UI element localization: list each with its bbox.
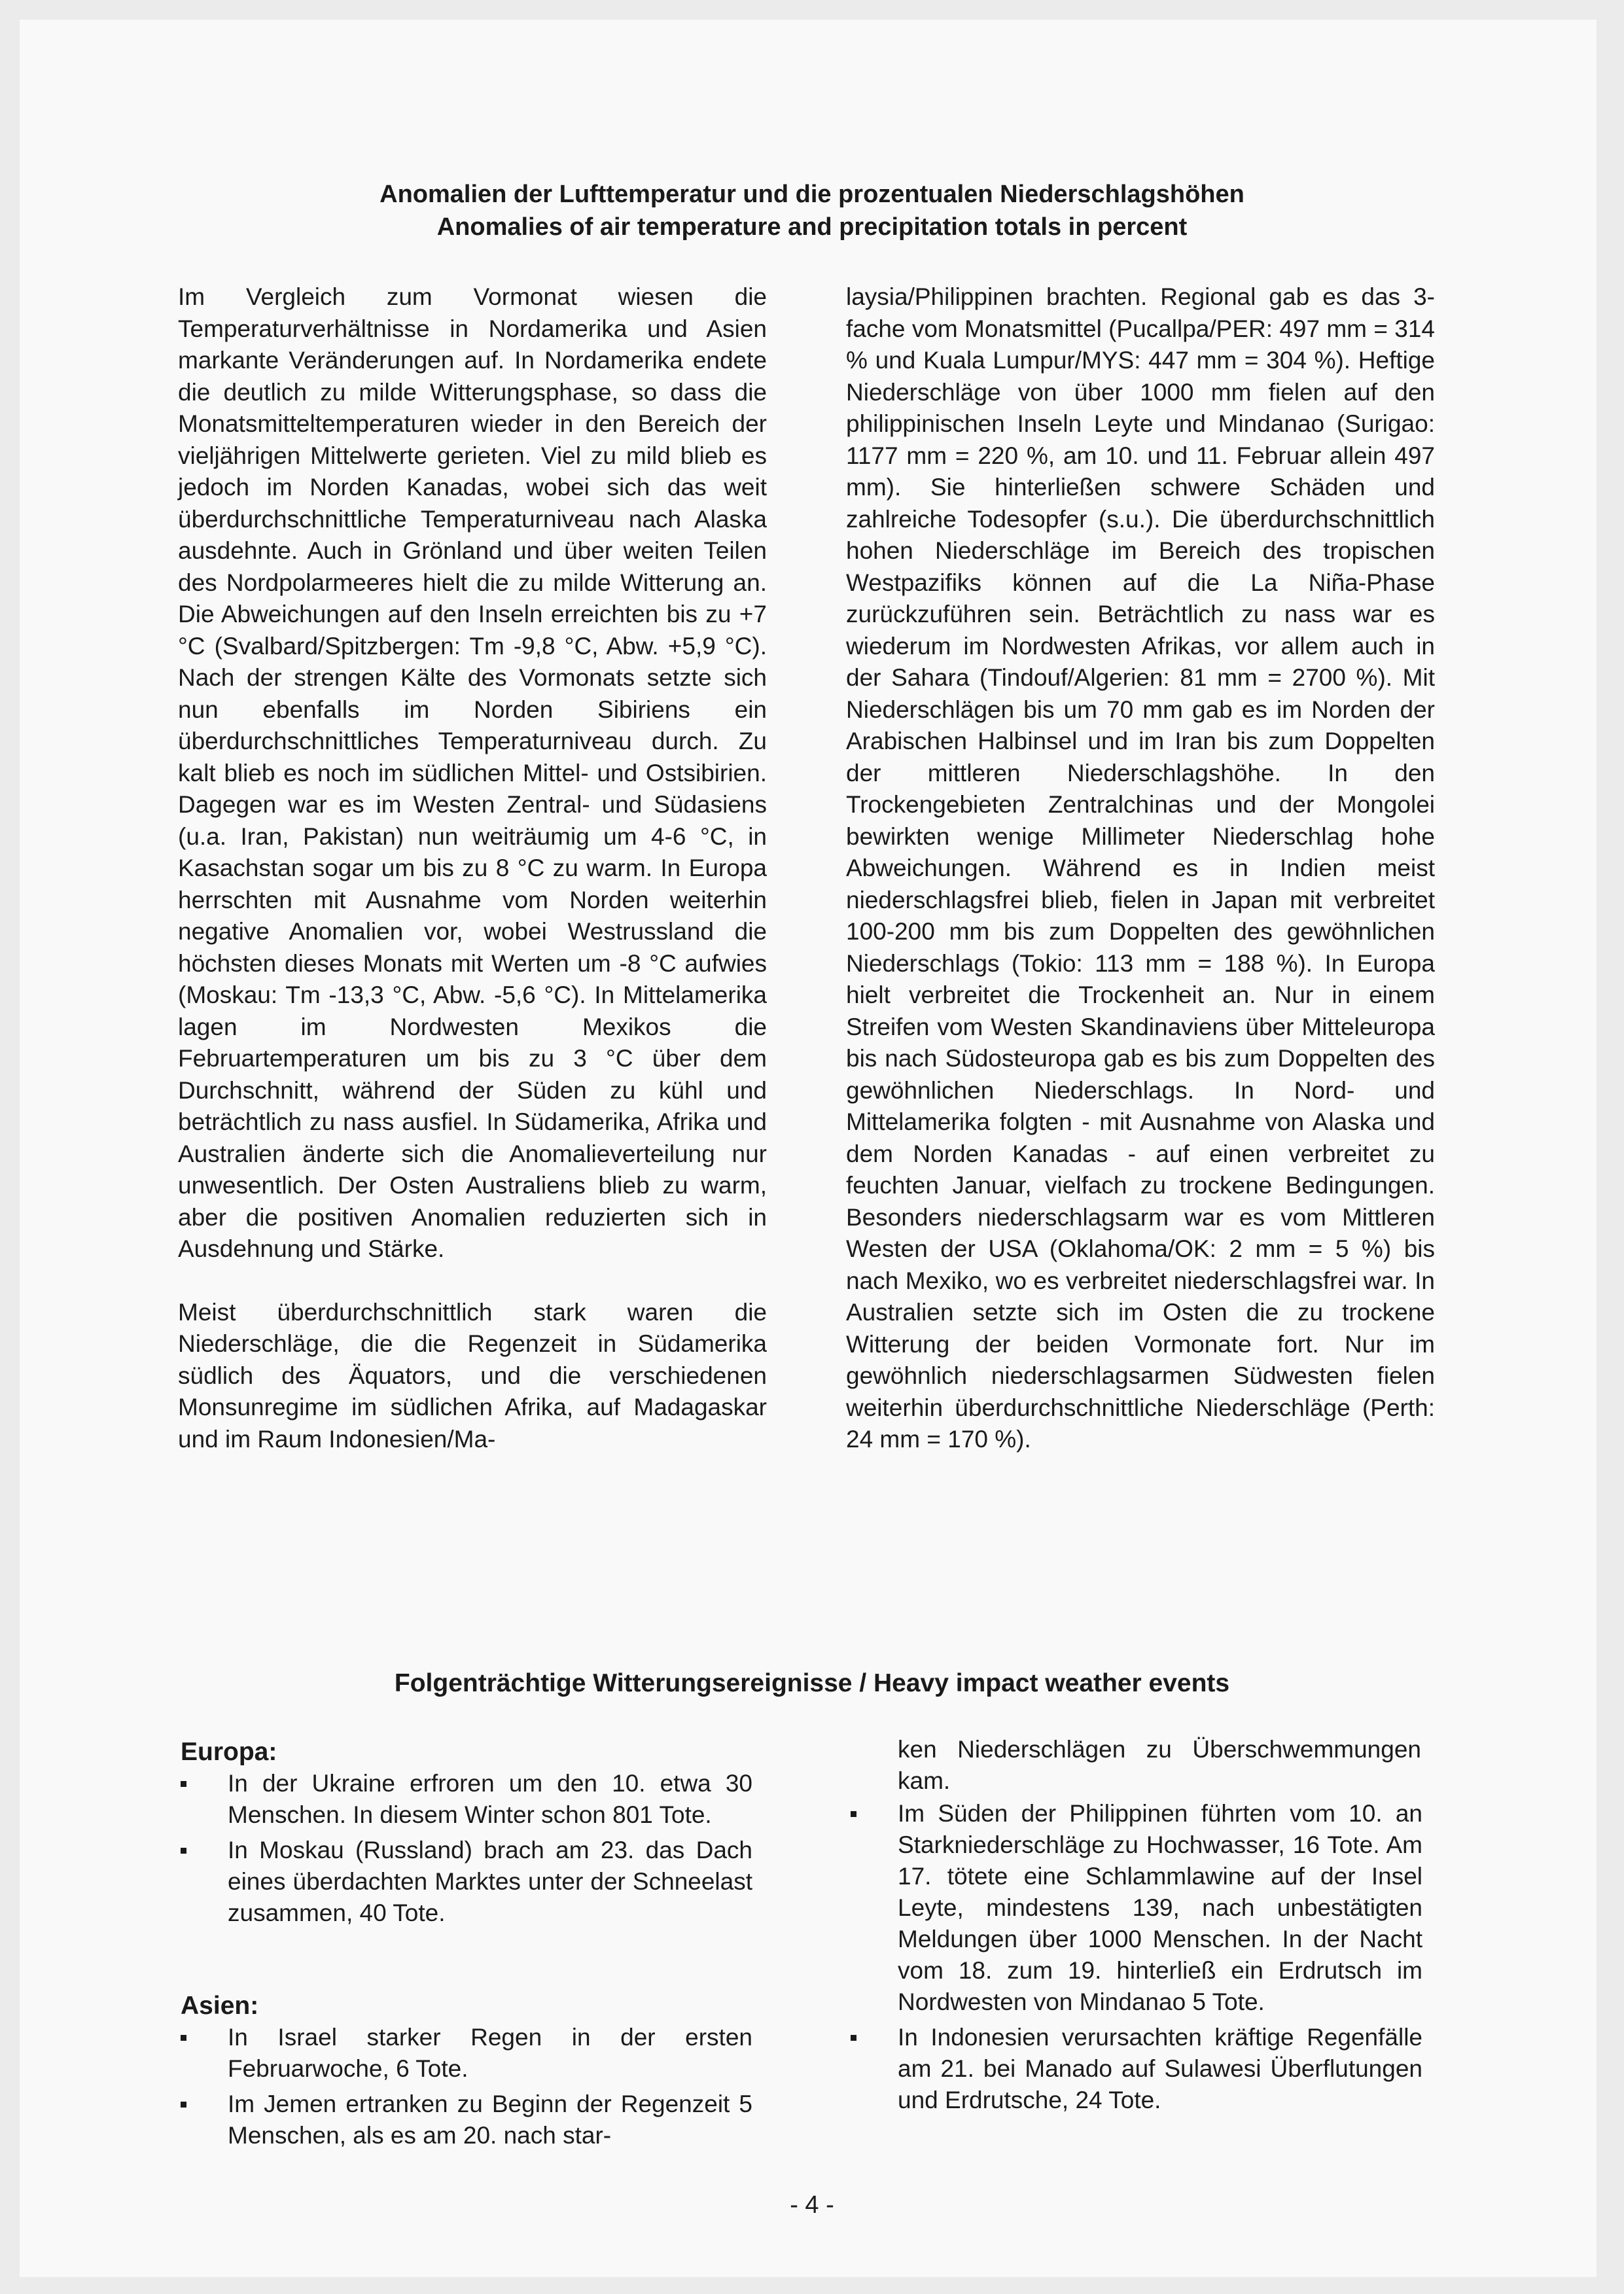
article-left-column <box>178 281 767 1455</box>
region-heading-asien: Asien: <box>181 1992 259 2020</box>
article-right-column <box>846 281 1435 1456</box>
article-paragraph: Meist überdurchschnittlich stark waren die Niederschläge, die die Regenzeit in Südamerika südlich des Äquators, und die verschiedenen Monsunregime im südlichen Afrika, auf Madagaskar und im Raum Indonesien/Ma- <box>178 1298 767 1453</box>
bullet-icon <box>181 2102 186 2108</box>
event-list-right <box>847 1798 1422 2116</box>
bullet-icon <box>851 1811 856 1817</box>
title-english: Anomalies of air temperature and precipitation totals in percent <box>436 213 1188 241</box>
event-item: In Indonesien verursachten kräftige Regenfälle am 21. bei Manado auf Sulawesi Überflutungen und Erdrutsche, 24 Tote. <box>847 2022 1422 2116</box>
event-item: Im Jemen ertranken zu Beginn der Regenzeit 5 Menschen, als es am 20. nach star- <box>177 2089 752 2151</box>
bullet-icon <box>181 2035 186 2041</box>
events-title: Folgenträchtige Witterungsereignisse / Heavy impact weather events <box>394 1669 1230 1697</box>
event-list-europa <box>177 1768 752 1929</box>
region-heading-europa: Europa: <box>181 1738 277 1766</box>
bullet-icon <box>181 1781 186 1787</box>
bullet-icon <box>851 2035 856 2041</box>
bullet-icon <box>181 1848 186 1854</box>
event-item-continuation: ken Niederschlägen zu Überschwemmungen kam. <box>898 1736 1421 1794</box>
title-german: Anomalien der Lufttemperatur und die prozentualen Niederschlagshöhen <box>380 181 1244 208</box>
page-number: - 4 - <box>790 2191 834 2219</box>
event-list-asien <box>177 2022 752 2151</box>
event-item: In Moskau (Russland) brach am 23. das Dach eines überdachten Marktes unter der Schneelast zusammen, 40 Tote. <box>177 1835 752 1929</box>
article-paragraph: laysia/Philippinen brachten. Regional gab es das 3-fache vom Monatsmittel (Pucallpa/PER: 497 mm = 314 % und Kuala Lumpur/MYS: 447 mm = 304 %). Heftige Niederschläge von über 1000 mm fielen auf den philippinischen Inseln Leyte und Mindanao (Surigao: 1177 mm = 220 %, am 10. und 11. Februar allein 497 mm). Sie hinterließen schwere Schäden und zahlreiche Todesopfer (s.u.). Die überdurchschnittlich hohen Niederschläge im Bereich des tropischen Westpazifiks können auf die La Niña-Phase zurückzuführen sein. Beträchtlich zu nass war es wiederum im Nordwesten Afrikas, vor allem auch in der Sahara (Tindouf/Algerien: 81 mm = 2700 %). Mit Niederschlägen bis um 70 mm gab es im Norden der Arabischen Halbinsel und im Iran bis zum Doppelten der mittleren Niederschlagshöhe. In den Trockengebieten Zentralchinas und der Mongolei bewirkten wenige Millimeter Niederschlag hohe Abweichungen. Während es in Indien meist niederschlagsfrei blieb, fielen in Japan mit verbreitet 100-200 mm bis zum Doppelten des gewöhnlichen Niederschlags (Tokio: 113 mm = 188 %). In Europa hielt verbreitet die Trockenheit an. Nur in einem Streifen vom Westen Skandinaviens über Mitteleuropa bis nach Südosteuropa gab es bis zum Doppelten des gewöhnlichen Niederschlags. In Nord- und Mittelamerika folgten - mit Ausnahme von Alaska und dem Norden Kanadas - auf einen verbreitet zu feuchten Januar, vielfach zu trockene Bedingungen. Besonders niederschlagsarm war es vom Mittleren Westen der USA (Oklahoma/OK: 2 mm = 5 %) bis nach Mexiko, wo es verbreitet niederschlagsfrei war. In Australien setzte sich im Osten die zu trockene Witterung der beiden Vormonate fort. Nur im gewöhnlich niederschlagsarmen Südwesten fielen weiterhin überdurchschnittliche Niederschläge (Perth: 24 mm = 170 %). <box>846 283 1435 1453</box>
event-item: In der Ukraine erfroren um den 10. etwa 30 Menschen. In diesem Winter schon 801 Tote. <box>177 1768 752 1831</box>
event-item: Im Süden der Philippinen führten vom 10. an Starkniederschläge zu Hochwasser, 16 Tote. Am 17. tötete eine Schlammlawine auf der Insel Leyte, mindestens 139, nach unbestätigten Meldungen über 1000 Menschen. In der Nacht vom 18. zum 19. hinterließ ein Erdrutsch im Nordwesten von Mindanao 5 Tote. <box>847 1798 1422 2018</box>
article-paragraph: Im Vergleich zum Vormonat wiesen die Temperaturverhältnisse in Nordamerika und Asien markante Veränderungen auf. In Nordamerika endete die deutlich zu milde Witterungsphase, so dass die Monatsmitteltemperaturen wieder in den Bereich der vieljährigen Mittelwerte gerieten. Viel zu mild blieb es jedoch im Norden Kanadas, wobei sich das weit überdurchschnittliche Temperaturniveau nach Alaska ausdehnte. Auch in Grönland und über weiten Teilen des Nordpolarmeeres hielt die zu milde Witterung an. Die Abweichungen auf den Inseln erreichten bis zu +7 °C (Svalbard/Spitzbergen: Tm -9,8 °C, Abw. +5,9 °C). Nach der strengen Kälte des Vormonats setzte sich nun ebenfalls im Norden Sibiriens ein überdurchschnittliches Temperaturniveau durch. Zu kalt blieb es noch im südlichen Mittel- und Ostsibirien. Dagegen war es im Westen Zentral- und Südasiens (u.a. Iran, Pakistan) nun weiträumig um 4-6 °C, in Kasachstan sogar um bis zu 8 °C zu warm. In Europa herrschten mit Ausnahme vom Norden weiterhin negative Anomalien vor, wobei Westrussland die höchsten dieses Monats mit Werten um -8 °C aufwies (Moskau: Tm -13,3 °C, Abw. -5,6 °C). In Mittelamerika lagen im Nordwesten Mexikos die Februartemperaturen um bis zu 3 °C über dem Durchschnitt, während der Süden zu kühl und beträchtlich zu nass ausfiel. In Südamerika, Afrika und Australien änderte sich die Anomalieverteilung nur unwesentlich. Der Osten Australiens blieb zu warm, aber die positiven Anomalien reduzierten sich in Ausdehnung und Stärke. <box>178 283 767 1262</box>
event-item: In Israel starker Regen in der ersten Februarwoche, 6 Tote. <box>177 2022 752 2085</box>
